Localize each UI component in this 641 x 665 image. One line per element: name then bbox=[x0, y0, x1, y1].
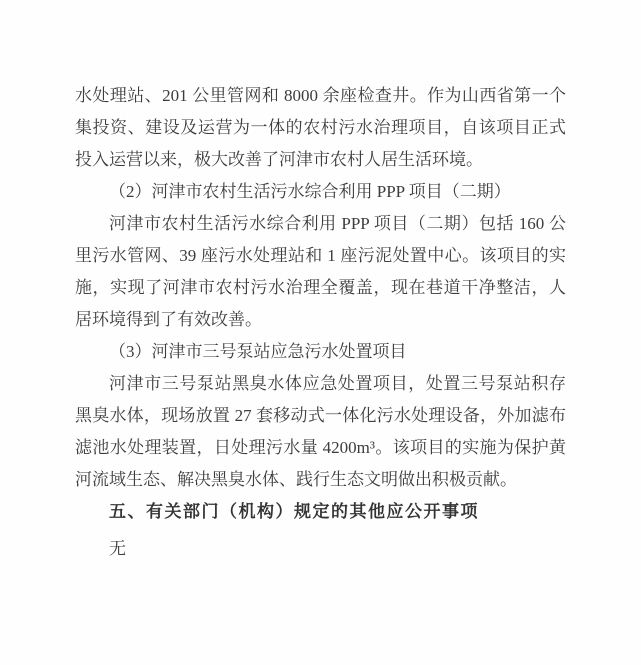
subsection-title-project3: （3）河津市三号泵站应急污水处置项目 bbox=[109, 342, 407, 361]
section-5-heading: 五、有关部门（机构）规定的其他应公开事项 bbox=[109, 502, 479, 521]
paragraph-line: 黑臭水体，现场放置 27 套移动式一体化污水处理设备，外加滤布 bbox=[75, 406, 566, 425]
paragraph-line: 河津市农村生活污水综合利用 PPP 项目（二期）包括 160 公 bbox=[109, 214, 566, 233]
paragraph-line: 河津市三号泵站黑臭水体应急处置项目，处置三号泵站积存 bbox=[109, 374, 566, 393]
paragraph-line: 河流域生态、解决黑臭水体、践行生态文明做出积极贡献。 bbox=[75, 470, 517, 489]
document-text-block bbox=[75, 80, 566, 565]
paragraph-line: 居环境得到了有效改善。 bbox=[75, 310, 262, 329]
paragraph-line: 滤池水处理装置，日处理污水量 4200m³。该项目的实施为保护黄 bbox=[75, 438, 566, 457]
none-value-text: 无 bbox=[109, 539, 126, 558]
paragraph-line: 施，实现了河津市农村污水治理全覆盖，现在巷道干净整洁，人 bbox=[75, 278, 566, 297]
subsection-title-project2: （2）河津市农村生活污水综合利用 PPP 项目（二期） bbox=[109, 182, 511, 201]
paragraph-line: 水处理站、201 公里管网和 8000 余座检查井。作为山西省第一个 bbox=[75, 86, 566, 105]
paragraph-line: 集投资、建设及运营为一体的农村污水治理项目，自该项目正式 bbox=[75, 118, 566, 137]
paragraph-line: 投入运营以来，极大改善了河津市农村人居生活环境。 bbox=[75, 150, 483, 169]
paragraph-line: 里污水管网、39 座污水处理站和 1 座污泥处置中心。该项目的实 bbox=[75, 246, 566, 265]
